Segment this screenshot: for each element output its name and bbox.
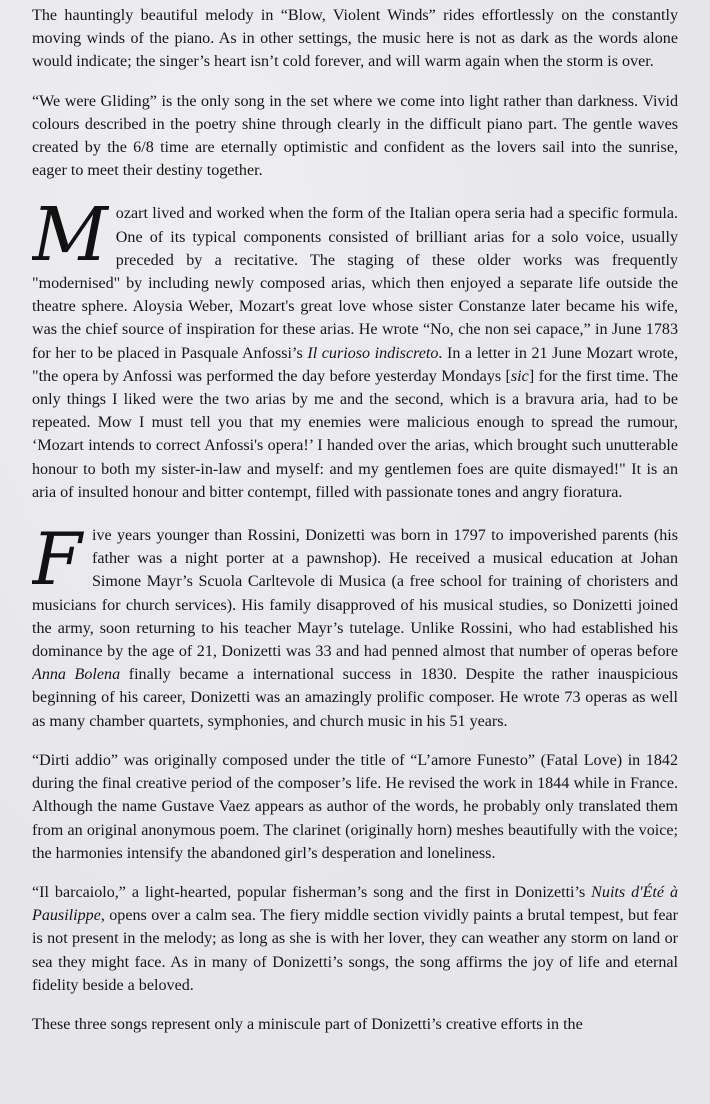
paragraph-il-barcaiolo (32, 881, 678, 997)
collection-title-nuits: Nuits d'Été à Pausilippe (32, 883, 678, 925)
paragraph-donizetti (32, 524, 678, 733)
paragraph-barcaiolo-part-b: , opens over a calm sea. The fiery middle section vividly paints a brutal tempest, but fear is not present in the melody; as long as she is with her lover, they can weather any storm on land or sea they might face. As in many of Donizetti’s songs, the song affirms the joy of life and eternal fidelity beside a beloved. (32, 907, 678, 994)
paragraph-mozart-part-a: ozart lived and worked when the form of the Italian opera seria had a specific formula. One of its typical components consisted of brilliant arias for a solo voice, usually preceded by a recitative. The staging of these older works was frequently "modernised" by including newly composed arias, which then enjoyed a separate life outside the theatre sphere. Aloysia Weber, Mozart's great love whose sister Constanze later became his wife, was the chief source of inspiration for these arias. He wrote “No, che non sei capace,” in June 1783 for her to be placed in Pasquale Anfossi’s (32, 205, 678, 362)
section-donizetti (32, 524, 678, 733)
paragraph-mozart-part-b: . In a letter in 21 June Mozart wrote, "the opera by Anfossi was performed the day before yesterday Mondays [ (32, 344, 678, 385)
section-mozart (32, 202, 678, 504)
paragraph-blow-violent-winds: The hauntingly beautiful melody in “Blow, Violent Winds” rides effortlessly on the constantly moving winds of the piano. As in other settings, the music here is not as dark as the words alone would indicate; the singer’s heart isn’t cold forever, and will warm again when the storm is over. (32, 7, 678, 71)
paragraph-donizetti-part-b: finally became a international success in 1830. Despite the rather inauspicious beginning of his career, Donizetti was an amazingly prolific composer. He wrote 73 operas as well as many chamber quartets, symphonies, and church music in his 51 years. (32, 666, 678, 730)
paragraph-donizetti-part-a: ive years younger than Rossini, Donizetti was born in 1797 to impoverished parents (his father was a night porter at a pawnshop). He received a musical education at Johan Simone Mayr’s Scuola Carltevole di Musica (a free school for training of choristers and musicians for church services). His family disapproved of his musical studies, so Donizetti joined the army, soon returning to his teacher Mayr’s tutelage. Unlike Rossini, who had established his dominance by the age of 21, Donizetti was 33 and had penned almost that number of operas before (32, 527, 678, 661)
paragraph-barcaiolo-part-a: “Il barcaiolo,” a light-hearted, popular fisherman’s song and the first in Donizetti’s (32, 883, 592, 901)
drop-cap-m: M (32, 202, 108, 279)
paragraph-three-songs: These three songs represent only a miniscule part of Donizetti’s creative efforts in the (32, 1015, 583, 1033)
paragraph-mozart (32, 202, 678, 504)
paragraph-we-were-gliding: “We were Gliding” is the only song in the set where we come into light rather than darkness. Vivid colours described in the poetry shine through clearly in the difficult piano part. The gentle waves created by the 6/8 time are eternally optimistic and confident as the lovers sail into the sunrise, eager to meet their destiny together. (32, 92, 678, 180)
drop-cap-f: F (32, 524, 82, 602)
sic-marker: sic (510, 367, 529, 385)
paragraph-dirti-addio: “Dirti addio” was originally composed under the title of “L’amore Funesto” (Fatal Love) in 1842 during the final creative period of the composer’s life. He revised the work in 1844 while in France. Although the name Gustave Vaez appears as author of the words, he probably only translated them from an original anonymous poem. The clarinet (originally horn) meshes beautifully with the voice; the harmonies intensify the abandoned girl’s desperation and loneliness. (32, 751, 678, 862)
paragraph-mozart-part-c: ] for the first time. The only things I liked were the two arias by me and the second, which is a bravura aria, had to be repeated. Mow I must tell you that my enemies were malicious enough to spread the rumour, ‘Mozart intends to correct Anfossi's opera!’ I handed over the arias, which brought such unutterable honour to both my sister-in-law and myself: and my gentlemen foes are quite dismayed!" It is an aria of insulted honour and bitter contempt, filled with passionate tones and angry fioratura. (32, 367, 678, 501)
opera-title-curioso: Il curioso indiscreto (307, 344, 439, 362)
opera-title-anna-bolena: Anna Bolena (32, 666, 121, 684)
